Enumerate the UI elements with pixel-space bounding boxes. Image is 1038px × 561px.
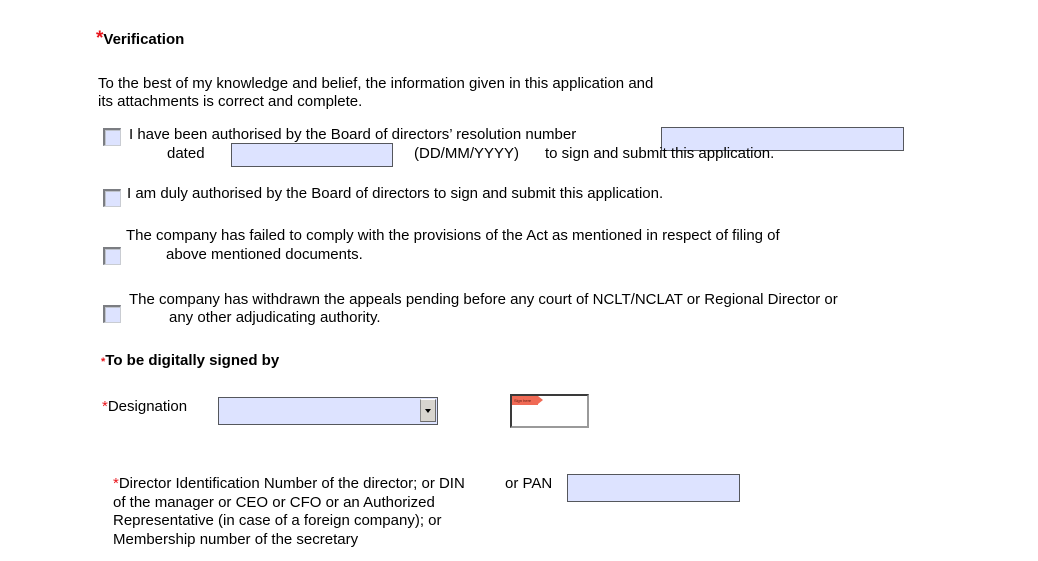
digitally-signed-title: To be digitally signed by [105,352,280,369]
required-mark: * [102,398,108,415]
withdrawn-appeals-label-line-2: any other adjudicating authority. [169,309,381,326]
din-label-line-2: of the manager or CEO or CFO or an Authorized [113,494,435,511]
resolution-date-input[interactable] [231,143,393,167]
din-label-line-1 [113,475,465,493]
date-format-hint: (DD/MM/YYYY) [414,145,519,162]
designation-label-text: Designation [107,398,188,415]
dated-label: dated [167,145,205,162]
declaration-line-2: its attachments is correct and complete. [98,93,363,110]
din-pan-input[interactable] [567,474,740,502]
verification-title: Verification [103,31,185,48]
duly-authorised-label: I am duly authorised by the Board of directors to sign and submit this application. [127,185,664,202]
din-label-line-3: Representative (in case of a foreign company); or [113,512,442,529]
resolution-option-suffix: to sign and submit this application. [545,145,775,162]
failed-to-comply-label-line-2: above mentioned documents. [166,246,363,263]
declaration-line-1: To the best of my knowledge and belief, the information given in this application and [98,75,654,92]
resolution-checkbox[interactable] [103,128,121,146]
withdrawn-appeals-checkbox[interactable] [103,305,121,323]
designation-select[interactable] [218,397,438,425]
failed-to-comply-checkbox[interactable] [103,247,121,265]
designation-label [102,398,187,416]
failed-to-comply-label-line-1: The company has failed to comply with the provisions of the Act as mentioned in respect of filing of [126,227,780,244]
required-mark: * [101,356,106,368]
withdrawn-appeals-label-line-1: The company has withdrawn the appeals pending before any court of NCLT/NCLAT or Regional Director or [129,291,838,308]
duly-authorised-checkbox[interactable] [103,189,121,207]
resolution-option-label: I have been authorised by the Board of directors’ resolution number [129,126,577,143]
din-label-line-4: Membership number of the secretary [113,531,359,548]
din-label-text: Director Identification Number of the director; or DIN [118,475,465,492]
digitally-signed-heading [101,352,279,371]
required-mark: * [113,475,119,492]
or-pan-label: or PAN [505,475,553,492]
sign-here-tag: Sign here [512,396,538,405]
verification-heading [96,30,184,49]
required-mark: * [96,28,104,49]
chevron-down-icon[interactable] [420,399,436,422]
digital-signature-field[interactable] [510,394,589,428]
